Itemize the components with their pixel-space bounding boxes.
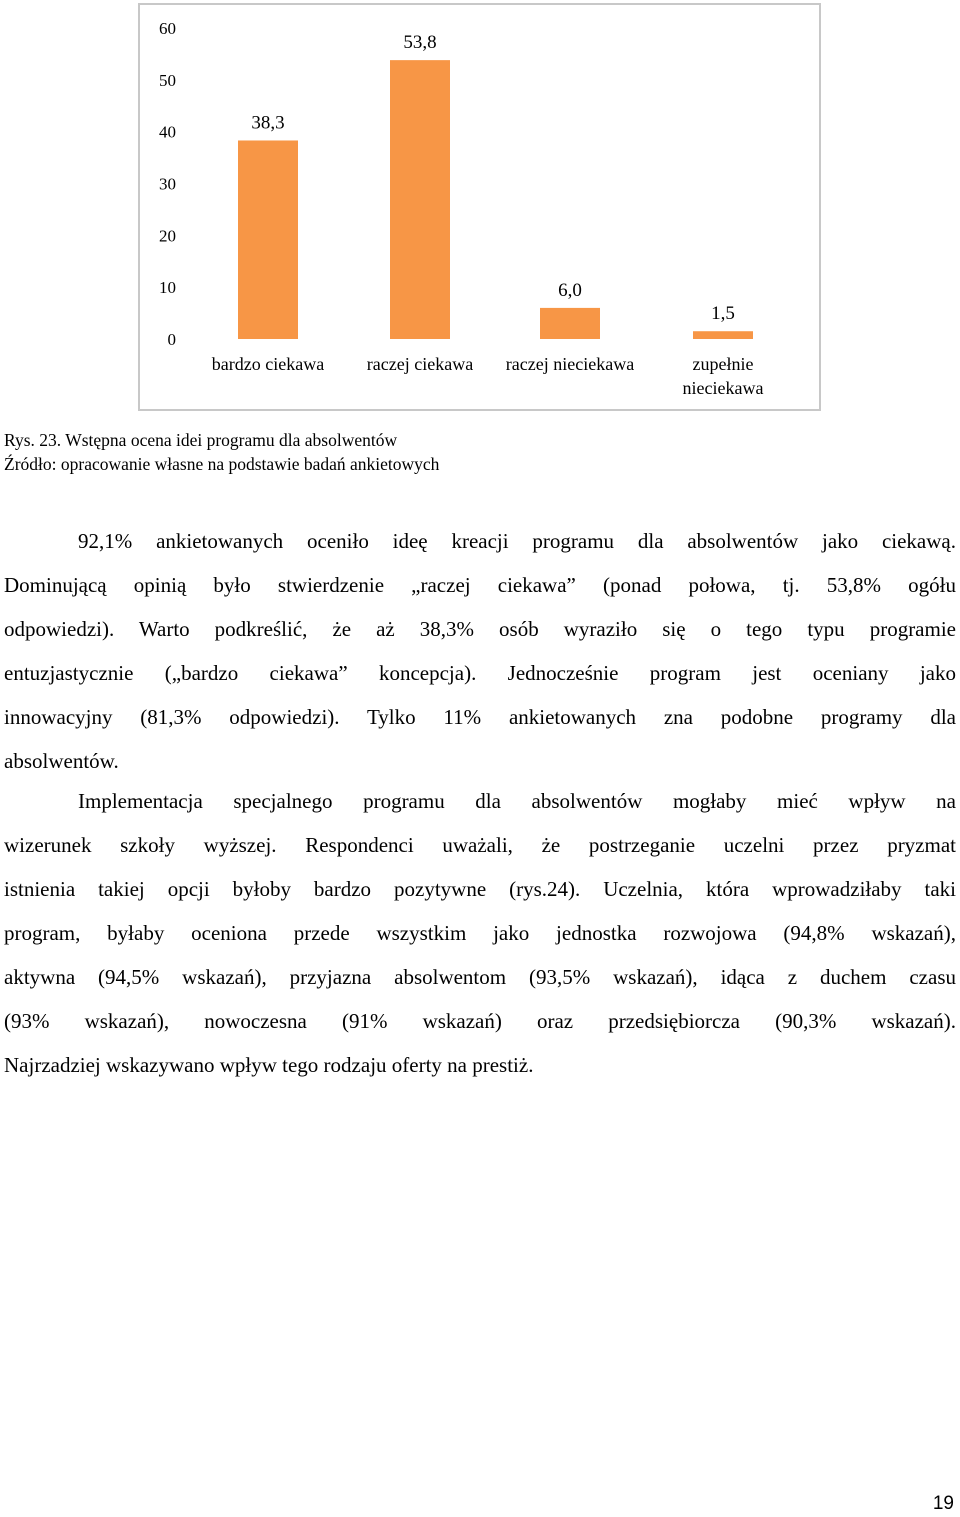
category-label: nieciekawa bbox=[682, 378, 764, 398]
category-label: raczej nieciekawa bbox=[505, 354, 635, 374]
bar-chart bbox=[138, 3, 821, 411]
bar bbox=[238, 140, 298, 339]
y-tick-label: 60 bbox=[159, 19, 176, 38]
y-tick-label: 0 bbox=[167, 330, 176, 349]
paragraph-line: istnienia takiej opcji byłoby bardzo pozytywne (rys.24). Uczelnia, która wprowadziłaby taki bbox=[4, 877, 956, 901]
y-tick-label: 30 bbox=[159, 174, 176, 194]
paragraph-line: program, byłaby oceniona przede wszystkim jako jednostka rozwojowa (94,8% wskazań), bbox=[4, 921, 956, 945]
category-label: zupełnie bbox=[692, 354, 754, 374]
paragraph-line: Najrzadziej wskazywano wpływ tego rodzaju oferty na prestiż. bbox=[4, 1053, 534, 1077]
figure-caption: Rys. 23. Wstępna ocena idei programu dla absolwentów bbox=[4, 430, 398, 450]
category-label: bardzo ciekawa bbox=[211, 354, 325, 374]
data-label: 53,8 bbox=[403, 32, 437, 54]
paragraph-line: Implementacja specjalnego programu dla absolwentów mogłaby mieć wpływ na bbox=[78, 789, 956, 813]
y-tick-label: 20 bbox=[159, 226, 176, 246]
paragraph-line: wizerunek szkoły wyższej. Respondenci uważali, że postrzeganie uczelni przez pryzmat bbox=[4, 833, 956, 857]
paragraph-line: entuzjastycznie („bardzo ciekawa” koncepcja). Jednocześnie program jest oceniany jako bbox=[4, 661, 956, 685]
y-tick-label: 10 bbox=[159, 278, 176, 298]
paragraph-1 bbox=[4, 519, 956, 783]
paragraph-2 bbox=[4, 779, 956, 1087]
figure-source: Źródło: opracowanie własne na podstawie badań ankietowych bbox=[4, 454, 440, 474]
data-label: 1,5 bbox=[711, 303, 735, 325]
chart-svg bbox=[140, 5, 819, 409]
paragraph-line: Dominującą opinią było stwierdzenie „raczej ciekawa” (ponad połowa, tj. 53,8% ogółu bbox=[4, 573, 956, 597]
bar bbox=[693, 331, 753, 339]
bar bbox=[540, 308, 600, 339]
data-label: 38,3 bbox=[251, 112, 285, 134]
y-tick-label: 40 bbox=[159, 122, 176, 142]
paragraph-line: odpowiedzi). Warto podkreślić, że aż 38,3% osób wyraziło się o tego typu programie bbox=[4, 617, 956, 641]
paragraph-line: innowacyjny (81,3% odpowiedzi). Tylko 11% ankietowanych zna podobne programy dla bbox=[4, 705, 956, 729]
page-number: 19 bbox=[932, 1493, 954, 1514]
paragraph-line: aktywna (94,5% wskazań), przyjazna absolwentom (93,5% wskazań), idąca z duchem czasu bbox=[4, 965, 956, 989]
paragraph-line: 92,1% ankietowanych oceniło ideę kreacji programu dla absolwentów jako ciekawą. bbox=[78, 529, 956, 553]
y-tick-label: 50 bbox=[159, 70, 176, 90]
paragraph-line: (93% wskazań), nowoczesna (91% wskazań) oraz przedsiębiorcza (90,3% wskazań). bbox=[4, 1009, 956, 1033]
bar bbox=[390, 60, 450, 339]
paragraph-line: absolwentów. bbox=[4, 749, 119, 773]
data-label: 6,0 bbox=[558, 279, 582, 301]
category-label: raczej ciekawa bbox=[366, 354, 474, 374]
